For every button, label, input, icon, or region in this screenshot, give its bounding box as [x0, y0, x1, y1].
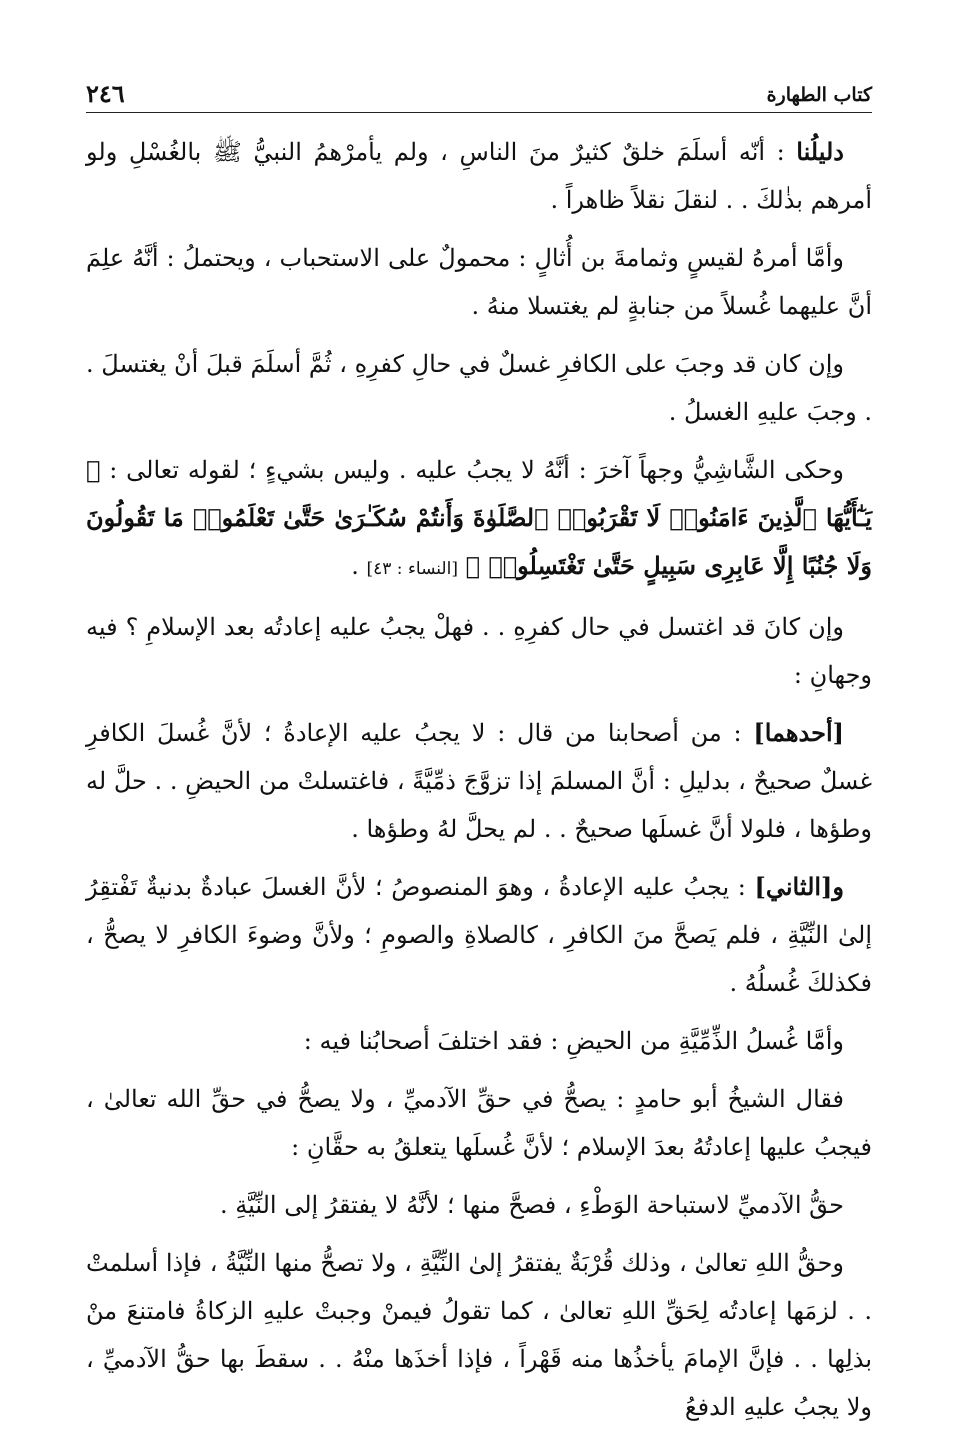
paragraph-text: وأمَّا أمرهُ لقيسٍ وثمامةَ بن أُثالٍ : محمولٌ على الاستحباب ، ويحتملُ : أنَّهُ علِمَ أنَّ عليهما غُسلاً من جنابةٍ لم يغتسلا منهُ .: [86, 244, 872, 320]
paragraph-lead: دليلُنا: [796, 137, 844, 166]
paragraph-lead: [أحدهما]: [753, 718, 844, 747]
quran-verse: ﴿ يَـٰٓأَيُّهَا ٱلَّذِينَ ءَامَنُوا۟ لَا تَقْرَبُوا۟ ٱلصَّلَوٰةَ وَأَنتُمْ سُكَـٰرَىٰ حَتَّىٰ تَعْلَمُوا۟ مَا تَقُولُونَ وَلَا جُنُبًا إِلَّا عَابِرِى سَبِيلٍ حَتَّىٰ تَغْتَسِلُوا۟ ﴾: [86, 455, 872, 580]
paragraph-text: : من أصحابنا من قال : لا يجبُ عليه الإعادةُ ؛ لأنَّ غُسلَ الكافرِ غسلٌ صحيحٌ ، بدليلِ : أنَّ المسلمَ إذا تزوَّجَ ذمِّيَّةً ، فاغتسلتْ من الحيضِ . . حلَّ له وطؤها ، فلولا أنَّ غسلَها صحيحٌ . . لم يحلَّ لهُ وطؤها .: [86, 719, 872, 843]
paragraph-text: وإن كان قد وجبَ على الكافرِ غسلٌ في حالِ كفرِهِ ، ثُمَّ أسلَمَ قبلَ أنْ يغتسلَ . . وجبَ عليهِ الغسلُ .: [86, 350, 872, 426]
paragraph: [86, 234, 872, 330]
paragraph-text: وحقُّ اللهِ تعالىٰ ، وذلك قُرْبَةٌ يفتقرُ إلىٰ النِّيَّةِ ، ولا تصحُّ منها النِّيَّةُ ، فإذا أسلمتْ . . لزمَها إعادتُه لِحَقِّ اللهِ تعالىٰ ، كما تقولُ فيمنْ وجبتْ عليهِ الزكاةُ فامتنعَ منْ بذلِها . . فإنَّ الإمامَ يأخذُها منه قَهْراً ، فإذا أخذَها منْهُ . . سقطَ بها حقُّ الآدميِّ ، ولا يجبُ عليهِ الدفعُ: [86, 1249, 872, 1421]
body-text: [86, 128, 872, 1441]
paragraph: [86, 340, 872, 436]
paragraph: [86, 1075, 872, 1171]
paragraph: [86, 1017, 872, 1065]
paragraph-text: وإن كانَ قد اغتسل في حال كفرِهِ . . فهلْ يجبُ عليه إعادتُه بعد الإسلامِ ؟ فيه وجهانِ :: [86, 613, 872, 689]
paragraph: [86, 1239, 872, 1431]
page-number: ٢٤٦: [86, 79, 125, 108]
paragraph-text: وحكى الشَّاشِيُّ وجهاً آخرَ : أنَّهُ لا يجبُ عليه . وليس بشيءٍ ؛ لقوله تعالى :: [109, 456, 844, 484]
paragraph-text: وأمَّا غُسلُ الذِّمِّيَّةِ من الحيضِ : فقد اختلفَ أصحابُنا فيه :: [303, 1027, 844, 1055]
running-title: كتاب الطهارة: [766, 84, 872, 106]
paragraph: [86, 863, 872, 1007]
paragraph-text: فقال الشيخُ أبو حامدٍ : يصحُّ في حقِّ الآدميِّ ، ولا يصحُّ في حقِّ الله تعالىٰ ، فيجبُ عليها إعادتُهُ بعدَ الإسلام ؛ لأنَّ غُسلَها يتعلقُ به حقَّانِ :: [86, 1085, 872, 1161]
paragraph: [86, 1181, 872, 1229]
paragraph: [86, 128, 872, 224]
paragraph-text: حقُّ الآدميِّ لاستباحة الوَطْءِ ، فصحَّ منها ؛ لأنَّهُ لا يفتقرُ إلى النِّيَّةِ .: [219, 1191, 844, 1219]
paragraph-text: : يجبُ عليه الإعادةُ ، وهوَ المنصوصُ ؛ لأنَّ الغسلَ عبادةٌ بدنيةٌ تَفْتقِرُ إلىٰ النِّيَّةِ ، فلم يَصحَّ منَ الكافرِ ، كالصلاةِ والصومِ ؛ ولأنَّ وضوءَ الكافرِ لا يصحُّ ، فكذلكَ غُسلُهُ .: [86, 873, 872, 997]
paragraph: [86, 603, 872, 699]
paragraph-lead: و[الثاني]: [754, 872, 844, 901]
paragraph-text-end: .: [351, 552, 367, 580]
verse-citation: [النساء : ٤٣]: [366, 559, 458, 579]
page-header: [86, 72, 872, 113]
paragraph-text: : أنّه أسلَمَ خلقٌ كثيرٌ منَ الناسِ ، ولم يأمرْهمُ النبيُّ ﷺ بالغُسْلِ ولو أمرهم بذٰلكَ . . لنقلَ نقلاً ظاهراً .: [86, 138, 872, 214]
paragraph: [86, 709, 872, 853]
paragraph-with-quran-verse: [86, 446, 872, 593]
